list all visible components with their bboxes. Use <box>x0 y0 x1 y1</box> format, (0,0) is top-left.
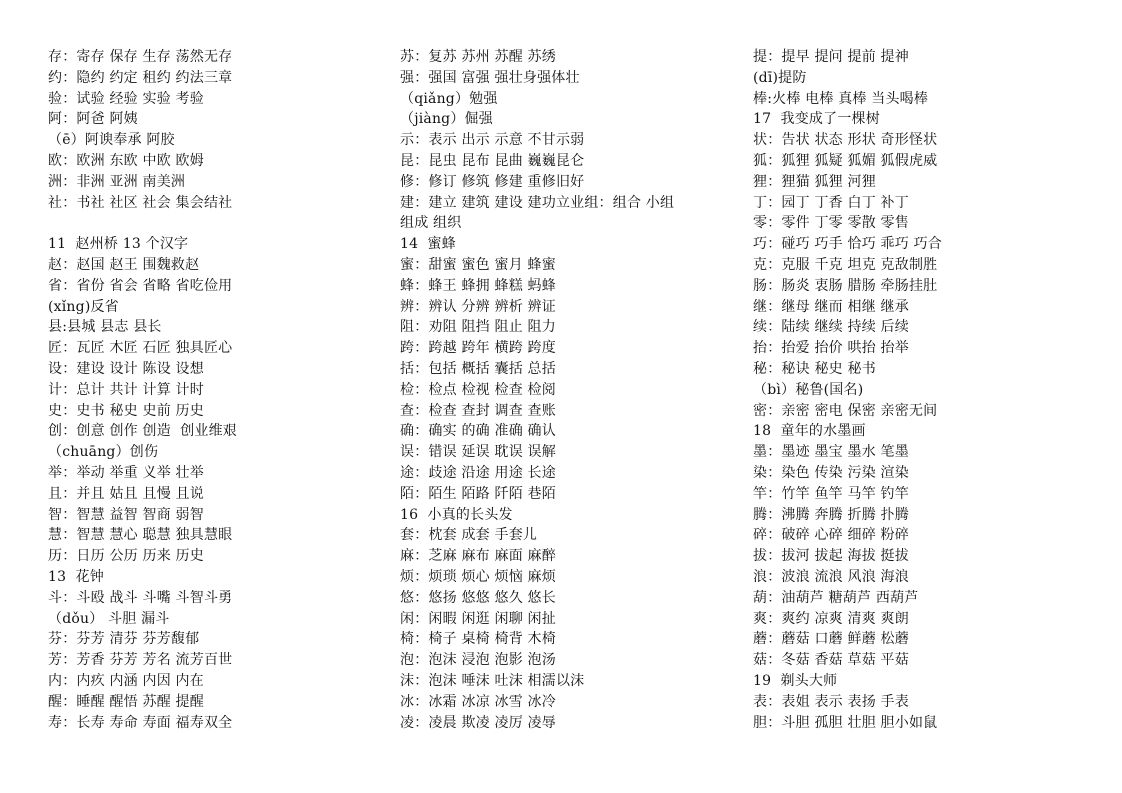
text-line: 碎：破碎 心碎 细碎 粉碎 <box>753 527 909 544</box>
text-line: 腾：沸腾 奔腾 折腾 扑腾 <box>753 506 909 523</box>
text-line: 肠：肠炎 衷肠 腊肠 牵肠挂肚 <box>753 277 938 294</box>
text-line: 丁：园丁 丁香 白丁 补丁 <box>753 194 909 211</box>
text-line: 克：克服 千克 坦克 克敌制胜 <box>753 256 938 273</box>
text-line: 芳：芳香 芬芳 芳名 流芳百世 <box>48 652 233 669</box>
text-line: 秘：秘诀 秘史 秘书 <box>753 360 876 377</box>
text-line: 提：提早 提问 提前 提神 <box>753 49 909 65</box>
text-line: （jiàng）倔强 <box>400 111 493 128</box>
text-line: 竿：竹竿 鱼竿 马竿 钓竿 <box>753 485 909 502</box>
text-line: 14 蜜蜂 <box>400 236 456 253</box>
text-line: 计：总计 共计 计算 计时 <box>48 381 204 398</box>
text-line: 慧：智慧 慧心 聪慧 独具慧眼 <box>48 527 233 544</box>
text-line: 确：确实 的确 准确 确认 <box>400 423 556 440</box>
text-line: （dǒu） 斗胆 漏斗 <box>48 610 170 627</box>
text-line: 阿：阿爸 阿姨 <box>48 111 138 128</box>
text-line: 浪：波浪 流浪 风浪 海浪 <box>753 568 909 585</box>
text-line: 醒：睡醒 醒悟 苏醒 提醒 <box>48 693 204 710</box>
text-line: 史：史书 秘史 史前 历史 <box>48 402 204 419</box>
text-line: （chuāng）创伤 <box>48 444 159 461</box>
text-line: (dī)提防 <box>753 69 807 86</box>
text-line: 昆：昆虫 昆布 昆曲 巍巍昆仑 <box>400 152 585 169</box>
text-line: (xǐng)反省 <box>48 298 119 315</box>
text-line: 胆：斗胆 孤胆 壮胆 胆小如鼠 <box>753 714 938 731</box>
text-line: 麻：芝麻 麻布 麻面 麻醉 <box>400 548 556 565</box>
text-line: 示：表示 出示 示意 不甘示弱 <box>400 132 585 149</box>
text-line: 凌：凌晨 欺凌 凌厉 凌辱 <box>400 714 556 731</box>
text-line: 省：省份 省会 省略 省吃俭用 <box>48 277 233 294</box>
text-line: 阻：劝阻 阻挡 阻止 阻力 <box>400 319 556 336</box>
text-line: 拔：拔河 拔起 海拔 挺拔 <box>753 548 909 565</box>
text-line: 泡：泡沫 浸泡 泡影 泡汤 <box>400 652 556 669</box>
text-column-3 <box>753 47 1083 733</box>
text-line: 棒:火棒 电棒 真棒 当头喝棒 <box>753 90 929 107</box>
text-line: 匠：瓦匠 木匠 石匠 独具匠心 <box>48 340 233 357</box>
text-line: 冰：冰霜 冰凉 冰雪 冰冷 <box>400 693 556 710</box>
text-line: 状：告状 状态 形状 奇形怪状 <box>753 132 938 149</box>
text-line: 存：寄存 保存 生存 荡然无存 <box>48 49 233 65</box>
text-line: 零：零件 丁零 零散 零售 <box>753 215 909 232</box>
text-column-1 <box>48 47 378 733</box>
text-column-2 <box>400 47 732 733</box>
text-line: 蜜：甜蜜 蜜色 蜜月 蜂蜜 <box>400 256 556 273</box>
text-line: 验：试验 经验 实验 考验 <box>48 90 204 107</box>
text-line: 社：书社 社区 社会 集会结社 <box>48 194 233 211</box>
text-line: 创：创意 创作 创造 创业维艰 <box>48 423 237 440</box>
text-line: 智：智慧 益智 智商 弱智 <box>48 506 204 523</box>
text-line: 13 花钟 <box>48 568 104 585</box>
text-line: 苏：复苏 苏州 苏醒 苏绣 <box>400 49 556 65</box>
text-line: 辨：辨认 分辨 辨析 辨证 <box>400 298 556 315</box>
text-line: 检：检点 检视 检查 检阅 <box>400 381 556 398</box>
text-line: 沫：泡沫 唾沫 吐沫 相濡以沫 <box>400 672 585 689</box>
text-line: 查：检查 查封 调查 查账 <box>400 402 556 419</box>
text-line: 抬：抬爱 抬价 哄抬 抬举 <box>753 340 909 357</box>
text-line: 历：日历 公历 历来 历史 <box>48 548 204 565</box>
text-line: 11 赵州桥 13 个汉字 <box>48 236 189 253</box>
text-line: 闲：闲暇 闲逛 闲聊 闲扯 <box>400 610 556 627</box>
text-line: 表：表姐 表示 表扬 手表 <box>753 693 909 710</box>
text-line: 蜂：蜂王 蜂拥 蜂糕 蚂蜂 <box>400 277 556 294</box>
text-line: 寿：长寿 寿命 寿面 福寿双全 <box>48 714 233 731</box>
text-line: 途：歧途 沿途 用途 长途 <box>400 464 556 481</box>
text-line: 18 童年的水墨画 <box>753 423 866 440</box>
text-line <box>48 213 378 234</box>
text-line: 强：强国 富强 强壮身强体壮 <box>400 69 580 86</box>
text-line: 续：陆续 继续 持续 后续 <box>753 319 909 336</box>
text-line: 建：建立 建筑 建设 建功立业组：组合 小组 <box>400 194 675 211</box>
text-line: 组成 组织 <box>400 215 462 232</box>
text-line: 约：隐约 约定 租约 约法三章 <box>48 69 233 86</box>
text-line: 修：修订 修筑 修建 重修旧好 <box>400 173 585 190</box>
text-line: 设：建设 设计 陈设 设想 <box>48 360 204 377</box>
text-line: 括：包括 概括 囊括 总括 <box>400 360 556 377</box>
text-line: 悠：悠扬 悠悠 悠久 悠长 <box>400 589 556 606</box>
text-line: 爽：爽约 凉爽 清爽 爽朗 <box>753 610 909 627</box>
text-line: 继：继母 继而 相继 继承 <box>753 298 909 315</box>
text-line: 内：内疚 内涵 内因 内在 <box>48 672 204 689</box>
text-line: 葫：油葫芦 糖葫芦 西葫芦 <box>753 589 919 606</box>
text-line: 县:县城 县志 县长 <box>48 319 162 336</box>
text-line: （bì）秘鲁(国名) <box>753 381 864 398</box>
text-line: 狸：狸猫 狐狸 河狸 <box>753 173 876 190</box>
text-line: 染：染色 传染 污染 渲染 <box>753 464 909 481</box>
text-line: 赵：赵国 赵王 围魏救赵 <box>48 256 200 273</box>
text-line: 跨：跨越 跨年 横跨 跨度 <box>400 340 556 357</box>
text-line: 且：并且 姑且 且慢 且说 <box>48 485 204 502</box>
text-line: 墨：墨迹 墨宝 墨水 笔墨 <box>753 444 909 461</box>
text-line: 巧：碰巧 巧手 恰巧 乖巧 巧合 <box>753 236 942 253</box>
text-line: 洲：非洲 亚洲 南美洲 <box>48 173 186 190</box>
text-line: 套：枕套 成套 手套儿 <box>400 527 538 544</box>
text-line: 烦：烦琐 烦心 烦恼 麻烦 <box>400 568 556 585</box>
text-line: 菇：冬菇 香菇 草菇 平菇 <box>753 652 909 669</box>
text-line: 17 我变成了一棵树 <box>753 111 880 128</box>
text-line: 芬：芬芳 清芬 芬芳馥郁 <box>48 631 200 648</box>
text-line: 狐：狐狸 狐疑 狐媚 狐假虎威 <box>753 152 938 169</box>
text-line: 椅：椅子 桌椅 椅背 木椅 <box>400 631 556 648</box>
text-line: 蘑：蘑菇 口蘑 鲜蘑 松蘑 <box>753 631 909 648</box>
text-line: 密：亲密 密电 保密 亲密无间 <box>753 402 938 419</box>
text-line: 陌：陌生 陌路 阡陌 巷陌 <box>400 485 556 502</box>
text-line: 16 小真的长头发 <box>400 506 513 523</box>
text-line: 欧：欧洲 东欧 中欧 欧姆 <box>48 152 204 169</box>
text-line: （qiǎng）勉强 <box>400 90 498 107</box>
text-line: （ē）阿谀奉承 阿胶 <box>48 132 175 149</box>
text-line: 举：举动 举重 义举 壮举 <box>48 464 204 481</box>
text-line: 误：错误 延误 耽误 误解 <box>400 444 556 461</box>
text-line: 斗：斗殴 战斗 斗嘴 斗智斗勇 <box>48 589 233 606</box>
text-line: 19 剃头大师 <box>753 672 838 689</box>
